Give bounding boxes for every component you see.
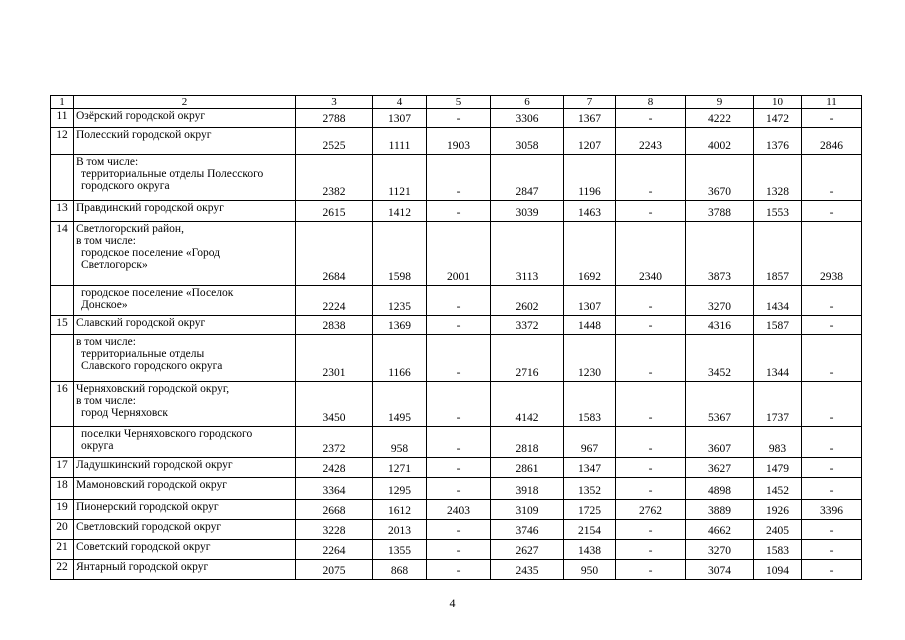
value-cell: 1235 (373, 286, 427, 316)
territory-name-line: Донское» (81, 299, 128, 311)
value-cell: 1472 (754, 109, 802, 128)
value-cell: - (427, 109, 491, 128)
value-cell: 1438 (564, 540, 616, 560)
value-cell: 1207 (564, 128, 616, 155)
row-number: 17 (51, 458, 74, 478)
value-cell: 2224 (296, 286, 373, 316)
value-cell: 868 (373, 560, 427, 580)
value-cell: 4898 (686, 478, 754, 500)
value-cell: 1412 (373, 201, 427, 222)
value-cell: 2847 (491, 155, 564, 201)
value-cell: 3364 (296, 478, 373, 500)
value-cell: 1376 (754, 128, 802, 155)
territory-name-line: город Черняховск (81, 407, 168, 419)
territory-name-line: Светлогорск» (81, 259, 148, 271)
territory-name-line: территориальные отделы Полесского (81, 168, 264, 180)
value-cell: 3113 (491, 222, 564, 286)
row-number: 20 (51, 520, 74, 540)
value-cell: - (802, 520, 862, 540)
territory-name (74, 382, 296, 427)
territory-name-line: округа (81, 440, 114, 452)
territory-name-line: Светловский городской округ (76, 521, 222, 533)
value-cell: 1328 (754, 155, 802, 201)
territory-name-line: В том числе: (76, 156, 139, 168)
value-cell: 2788 (296, 109, 373, 128)
territory-name-line: в том числе: (76, 395, 136, 407)
value-cell: 2861 (491, 458, 564, 478)
value-cell: 3788 (686, 201, 754, 222)
territory-name-line: Озёрский городской округ (76, 110, 206, 122)
table-row (51, 201, 862, 222)
value-cell: - (616, 316, 686, 335)
data-table (50, 95, 862, 580)
value-cell: 1121 (373, 155, 427, 201)
value-cell: - (616, 478, 686, 500)
page-number: 4 (449, 596, 456, 610)
row-number: 22 (51, 560, 74, 580)
territory-name-line: поселки Черняховского городского (81, 428, 253, 440)
value-cell: - (802, 382, 862, 427)
value-cell: 1166 (373, 335, 427, 382)
value-cell: 1230 (564, 335, 616, 382)
value-cell: 950 (564, 560, 616, 580)
value-cell: - (427, 286, 491, 316)
row-number (51, 155, 74, 201)
value-cell: 3109 (491, 500, 564, 520)
column-number: 4 (373, 96, 427, 109)
value-cell: 2340 (616, 222, 686, 286)
column-number: 6 (491, 96, 564, 109)
value-cell: 2013 (373, 520, 427, 540)
value-cell: - (616, 540, 686, 560)
value-cell: - (616, 201, 686, 222)
value-cell: 2301 (296, 335, 373, 382)
value-cell: 1692 (564, 222, 616, 286)
value-cell: 1111 (373, 128, 427, 155)
value-cell: 3918 (491, 478, 564, 500)
value-cell: 3039 (491, 201, 564, 222)
value-cell: 3452 (686, 335, 754, 382)
value-cell: 2668 (296, 500, 373, 520)
value-cell: 3450 (296, 382, 373, 427)
value-cell: 1495 (373, 382, 427, 427)
value-cell: 4662 (686, 520, 754, 540)
value-cell: 1295 (373, 478, 427, 500)
value-cell: 2818 (491, 427, 564, 458)
value-cell: - (802, 201, 862, 222)
value-cell: - (427, 155, 491, 201)
table-row (51, 427, 862, 458)
value-cell: 4142 (491, 382, 564, 427)
value-cell: - (616, 520, 686, 540)
column-number: 2 (74, 96, 296, 109)
value-cell: - (427, 335, 491, 382)
value-cell: 1857 (754, 222, 802, 286)
territory-name (74, 427, 296, 458)
value-cell: 2716 (491, 335, 564, 382)
value-cell: - (427, 382, 491, 427)
value-cell: 2382 (296, 155, 373, 201)
column-number-row (51, 96, 862, 109)
value-cell: 3270 (686, 286, 754, 316)
value-cell: - (802, 335, 862, 382)
column-number: 5 (427, 96, 491, 109)
territory-name (74, 540, 296, 560)
row-number: 15 (51, 316, 74, 335)
value-cell: 967 (564, 427, 616, 458)
row-number: 13 (51, 201, 74, 222)
table-row (51, 500, 862, 520)
row-number: 11 (51, 109, 74, 128)
column-number: 10 (754, 96, 802, 109)
value-cell: - (427, 560, 491, 580)
value-cell: 1903 (427, 128, 491, 155)
table-body (51, 96, 862, 580)
table-row (51, 458, 862, 478)
value-cell: - (616, 382, 686, 427)
territory-name-line: Янтарный городской округ (76, 561, 209, 573)
territory-name (74, 520, 296, 540)
value-cell: 2264 (296, 540, 373, 560)
value-cell: - (616, 560, 686, 580)
territory-name-line: территориальные отделы (81, 348, 205, 360)
territory-name-line: Советский городской округ (76, 541, 211, 553)
value-cell: 1598 (373, 222, 427, 286)
value-cell: 1926 (754, 500, 802, 520)
value-cell: 2435 (491, 560, 564, 580)
value-cell: 2846 (802, 128, 862, 155)
value-cell: 3889 (686, 500, 754, 520)
column-number: 8 (616, 96, 686, 109)
column-number: 7 (564, 96, 616, 109)
territory-name-line: городское поселение «Поселок (81, 287, 234, 299)
value-cell: 1271 (373, 458, 427, 478)
value-cell: 1463 (564, 201, 616, 222)
value-cell: 2075 (296, 560, 373, 580)
value-cell: 983 (754, 427, 802, 458)
table-row (51, 540, 862, 560)
value-cell: - (427, 458, 491, 478)
territory-name (74, 109, 296, 128)
territory-name (74, 222, 296, 286)
value-cell: 1587 (754, 316, 802, 335)
value-cell: 3270 (686, 540, 754, 560)
value-cell: 3627 (686, 458, 754, 478)
value-cell: 2684 (296, 222, 373, 286)
value-cell: 1612 (373, 500, 427, 520)
territory-name-line: Пионерский городской округ (76, 501, 219, 513)
value-cell: - (802, 478, 862, 500)
table-row (51, 316, 862, 335)
value-cell: - (616, 286, 686, 316)
territory-name-line: в том числе: (76, 235, 136, 247)
territory-name (74, 560, 296, 580)
value-cell: - (616, 458, 686, 478)
row-number: 19 (51, 500, 74, 520)
value-cell: 1352 (564, 478, 616, 500)
value-cell: - (616, 427, 686, 458)
value-cell: 3396 (802, 500, 862, 520)
row-number (51, 335, 74, 382)
row-number: 12 (51, 128, 74, 155)
territory-name-line: Мамоновский городской округ (76, 479, 227, 491)
value-cell: 1355 (373, 540, 427, 560)
value-cell: - (616, 155, 686, 201)
table-row (51, 520, 862, 540)
row-number (51, 427, 74, 458)
value-cell: 2938 (802, 222, 862, 286)
territory-name (74, 335, 296, 382)
value-cell: 1347 (564, 458, 616, 478)
value-cell: 1479 (754, 458, 802, 478)
territory-name (74, 478, 296, 500)
value-cell: 4222 (686, 109, 754, 128)
table-row (51, 155, 862, 201)
territory-name-line: Светлогорский район, (76, 223, 184, 235)
value-cell: 3228 (296, 520, 373, 540)
territory-name-line: Славский городской округ (76, 317, 206, 329)
value-cell: 1307 (564, 286, 616, 316)
value-cell: - (802, 560, 862, 580)
row-number: 16 (51, 382, 74, 427)
table-row (51, 222, 862, 286)
value-cell: 3607 (686, 427, 754, 458)
row-number (51, 286, 74, 316)
territory-name (74, 155, 296, 201)
territory-name (74, 316, 296, 335)
value-cell: 1448 (564, 316, 616, 335)
territory-name-line: Правдинский городской округ (76, 202, 224, 214)
table-row (51, 382, 862, 427)
table-row (51, 109, 862, 128)
value-cell: 2838 (296, 316, 373, 335)
territory-name (74, 128, 296, 155)
value-cell: 1094 (754, 560, 802, 580)
value-cell: 1367 (564, 109, 616, 128)
value-cell: - (427, 478, 491, 500)
value-cell: 2762 (616, 500, 686, 520)
value-cell: 2525 (296, 128, 373, 155)
value-cell: 2627 (491, 540, 564, 560)
value-cell: 2602 (491, 286, 564, 316)
value-cell: - (427, 427, 491, 458)
value-cell: 3074 (686, 560, 754, 580)
value-cell: 1196 (564, 155, 616, 201)
value-cell: 1369 (373, 316, 427, 335)
territory-name-line: Славского городского округа (81, 360, 223, 372)
row-number: 14 (51, 222, 74, 286)
value-cell: - (427, 520, 491, 540)
value-cell: 1434 (754, 286, 802, 316)
value-cell: - (802, 109, 862, 128)
value-cell: 3306 (491, 109, 564, 128)
territory-name-line: городское поселение «Город (81, 247, 221, 259)
value-cell: - (802, 427, 862, 458)
value-cell: 3372 (491, 316, 564, 335)
value-cell: - (427, 540, 491, 560)
value-cell: 958 (373, 427, 427, 458)
territory-name-line: в том числе: (76, 336, 136, 348)
value-cell: 1553 (754, 201, 802, 222)
territory-name (74, 201, 296, 222)
value-cell: 2372 (296, 427, 373, 458)
value-cell: 5367 (686, 382, 754, 427)
value-cell: - (802, 458, 862, 478)
row-number: 21 (51, 540, 74, 560)
value-cell: 1307 (373, 109, 427, 128)
value-cell: 2001 (427, 222, 491, 286)
value-cell: 3670 (686, 155, 754, 201)
value-cell: - (427, 201, 491, 222)
table-row (51, 128, 862, 155)
value-cell: 2405 (754, 520, 802, 540)
value-cell: - (616, 335, 686, 382)
value-cell: 1344 (754, 335, 802, 382)
value-cell: - (802, 155, 862, 201)
value-cell: - (802, 316, 862, 335)
value-cell: 3058 (491, 128, 564, 155)
value-cell: 2403 (427, 500, 491, 520)
value-cell: - (616, 109, 686, 128)
table-row (51, 335, 862, 382)
table-row (51, 286, 862, 316)
territory-name (74, 458, 296, 478)
territory-name-line: Ладушкинский городской округ (76, 459, 233, 471)
table-row (51, 478, 862, 500)
column-number: 3 (296, 96, 373, 109)
value-cell: 1725 (564, 500, 616, 520)
column-number: 11 (802, 96, 862, 109)
value-cell: - (802, 540, 862, 560)
territory-name-line: Черняховский городской округ, (76, 383, 230, 395)
territory-name (74, 286, 296, 316)
column-number: 9 (686, 96, 754, 109)
value-cell: 1452 (754, 478, 802, 500)
territory-name-line: Полесский городской округ (76, 129, 212, 141)
value-cell: 4002 (686, 128, 754, 155)
value-cell: 2154 (564, 520, 616, 540)
value-cell: 3873 (686, 222, 754, 286)
value-cell: 4316 (686, 316, 754, 335)
value-cell: 2428 (296, 458, 373, 478)
value-cell: 1583 (564, 382, 616, 427)
column-number: 1 (51, 96, 74, 109)
row-number: 18 (51, 478, 74, 500)
value-cell: 3746 (491, 520, 564, 540)
value-cell: - (802, 286, 862, 316)
value-cell: - (427, 316, 491, 335)
value-cell: 2243 (616, 128, 686, 155)
value-cell: 2615 (296, 201, 373, 222)
territory-name-line: городского округа (81, 180, 170, 192)
value-cell: 1737 (754, 382, 802, 427)
value-cell: 1583 (754, 540, 802, 560)
territory-name (74, 500, 296, 520)
table-row (51, 560, 862, 580)
